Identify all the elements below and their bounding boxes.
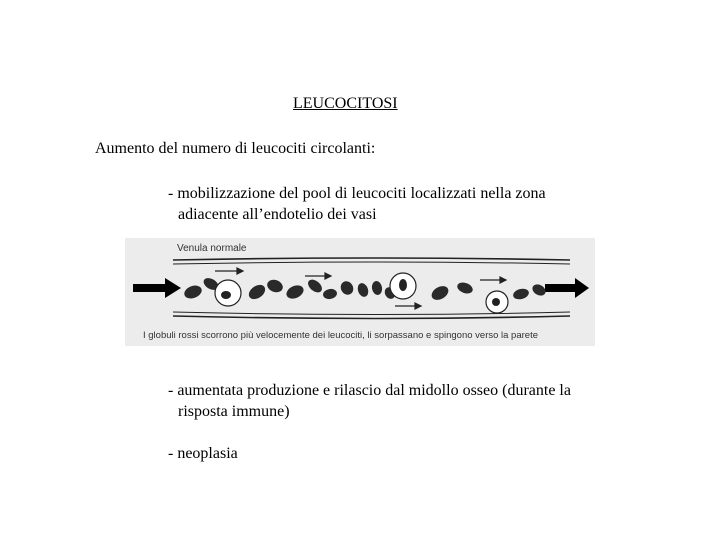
bullet-production [168,380,638,422]
bullet-line-continued: risposta immune) [178,403,290,420]
bullet-mobilization [168,183,608,225]
slide-title: LEUCOCITOSI [293,95,398,112]
bullet-line-continued: adiacente all’endotelio dei vasi [178,206,377,223]
figure-label: Venula normale [177,243,247,254]
bullet-line: - mobilizzazione del pool di leucociti localizzati nella zona [168,185,546,202]
slide-subtitle: Aumento del numero di leucociti circolanti: [95,140,376,157]
bullet-neoplasia [168,443,238,464]
bullet-line: - aumentata produzione e rilascio dal midollo osseo (durante la [168,382,571,399]
venule-illustration [125,238,595,346]
figure-caption: I globuli rossi scorrono più velocemente dei leucociti, li sorpassano e spingono verso la parete [143,330,538,341]
bullet-line: - neoplasia [168,445,238,462]
